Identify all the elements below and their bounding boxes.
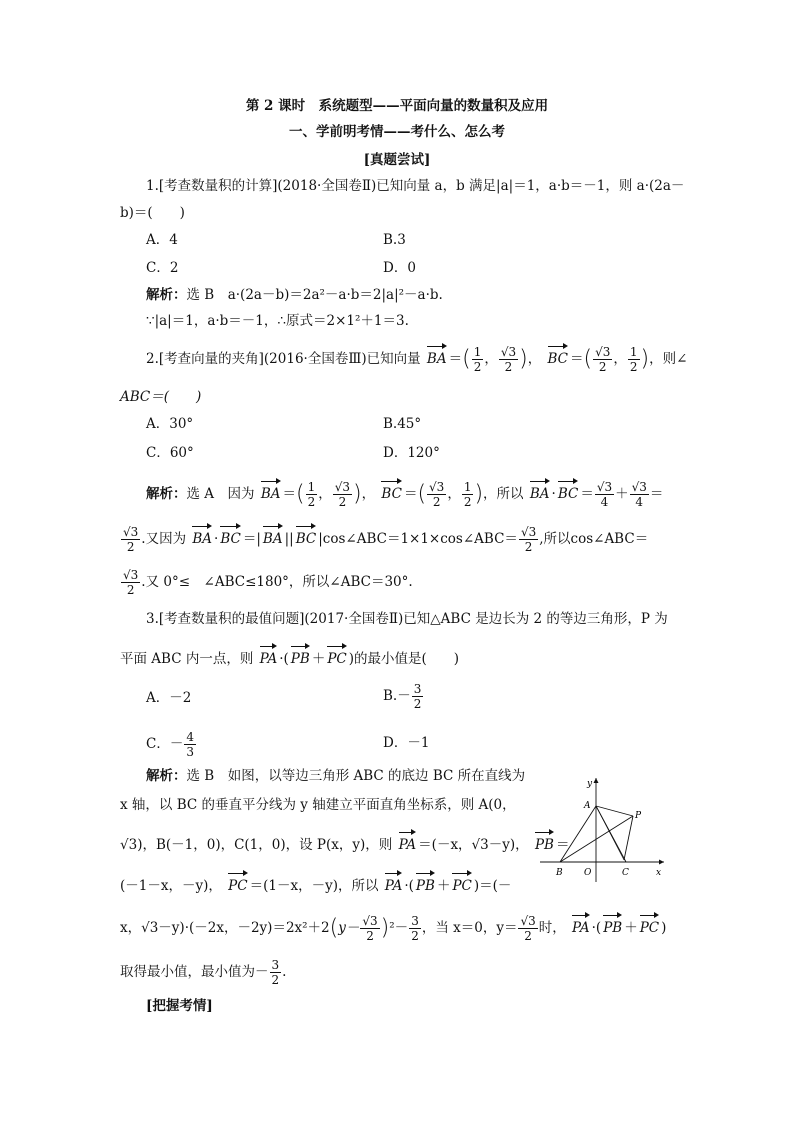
- vector-pc: PC: [452, 870, 471, 896]
- q1-option-a: A．4: [146, 232, 178, 248]
- fraction-sqrt3-half: [333, 480, 352, 509]
- frac-num: √3: [631, 480, 647, 494]
- dot: ·: [551, 486, 556, 502]
- q2-stem: [146, 343, 687, 374]
- coordinate-figure: [540, 772, 670, 884]
- frac-num: 1: [307, 480, 316, 494]
- frac-num: 1: [629, 345, 638, 359]
- fraction-half: [306, 480, 318, 509]
- q2-solution-text: 选 A 因为: [186, 486, 255, 502]
- paren-open: (: [296, 481, 305, 507]
- q3-option-d: D．－1: [383, 735, 430, 751]
- q3-solution-5: x，√3－y)·(－2x，－2y)＝2x²＋2(y－ $\frac{√3}{2}$ )²－ $\frac{3}{2}$ ，当 x＝0，y＝ $\frac{√3}{2}$ 时， PA ·( PB ＋ PC ): [120, 914, 667, 943]
- q2-stem-tail: ，则∠: [649, 351, 688, 367]
- equals: ＝: [580, 486, 594, 502]
- q3-solution-text: (－1－x，－y)，: [120, 878, 222, 894]
- vector-pa: PA: [572, 912, 590, 938]
- frac-num: 3: [271, 958, 280, 972]
- fraction-three-halves: [412, 682, 424, 711]
- equals: ＝: [649, 486, 664, 502]
- equals: ＝: [570, 351, 584, 367]
- q3-solution-6: [120, 958, 286, 987]
- label-y: y: [587, 779, 593, 789]
- segment-ab: [560, 806, 596, 862]
- q3-option-c-prefix: C．－: [146, 736, 184, 752]
- q3-stem-cont: 平面 ABC 内一点，则 PA ·( PB ＋ PC )的最小值是( ): [120, 643, 459, 669]
- vector-pb: PB: [291, 643, 310, 669]
- q3-solution-text: 取得最小值，最小值为－: [120, 964, 269, 980]
- label-c: C: [622, 868, 629, 878]
- frac-den: 2: [307, 495, 316, 509]
- vector-pb: PB: [603, 912, 622, 938]
- paren-close: ): [380, 915, 390, 941]
- dot: ·: [214, 531, 219, 547]
- frac-den: 2: [366, 929, 374, 943]
- q2-option-a: A．30°: [146, 416, 194, 432]
- vector-pc: PC: [327, 643, 346, 669]
- equals: ＝: [448, 351, 463, 367]
- q2-solution-text: .又 0°≤ ∠ABC≤180°，所以∠ABC＝30°.: [141, 574, 413, 590]
- equals: ＝: [282, 486, 297, 502]
- q3-option-b: [383, 682, 424, 711]
- vector-bc: BC: [548, 343, 569, 369]
- q2-solution-label: 解析：: [146, 486, 187, 502]
- fraction-sqrt3-quarter: [630, 480, 649, 509]
- paren-open: (: [417, 481, 427, 507]
- q1-option-b: B.3: [383, 232, 406, 248]
- vector-pc: PC: [640, 912, 659, 938]
- q2-stem-cont: ABC＝( ): [120, 389, 202, 405]
- q3-solution-text: ＝(1－x，－y)，所以: [249, 878, 379, 894]
- q2-option-c: C．60°: [146, 445, 194, 461]
- q3-solution-text: ＝: [555, 837, 570, 853]
- equals: ＝: [403, 486, 418, 502]
- q2-solution-text: .又因为: [141, 531, 187, 547]
- q3-solution-1: [146, 766, 525, 786]
- q2-solution-1: [146, 478, 663, 509]
- vector-pb: PB: [416, 870, 435, 896]
- label-o: O: [584, 868, 592, 878]
- x-axis-arrow: [659, 860, 664, 865]
- frac-den: 4: [600, 495, 609, 509]
- frac-num: 3: [413, 682, 422, 696]
- q1-stem: [146, 176, 684, 196]
- fraction-sqrt3-half: [499, 345, 518, 374]
- q3-solution-4: (－1－x，－y)， PC ＝(1－x，－y)，所以 PA ·( PB ＋ PC )＝(－: [120, 870, 511, 896]
- frac-den: 2: [524, 929, 532, 943]
- frac-den: 2: [463, 495, 472, 509]
- frac-den: 2: [338, 495, 347, 509]
- q2-solution-text: ，所以: [483, 486, 524, 502]
- vector-pa: PA: [399, 829, 417, 855]
- q1-solution-1: [146, 285, 443, 305]
- paren-close: ): [474, 481, 484, 507]
- q3-solution-text: ²－: [389, 920, 409, 936]
- q3-solution-label: 解析：: [146, 768, 187, 784]
- frac-num: √3: [520, 914, 536, 928]
- fraction-sqrt3-half: [121, 525, 140, 554]
- q1-solution-label: 解析：: [146, 287, 187, 303]
- q2-solution-text: ,所以cos∠ABC＝: [539, 531, 649, 547]
- paren-close: ): [353, 481, 362, 507]
- frac-den: 2: [271, 973, 280, 987]
- vector-pb: PB: [535, 829, 554, 855]
- frac-num: √3: [500, 345, 517, 359]
- fraction-sqrt3-quarter: [595, 480, 614, 509]
- fraction-four-thirds: [184, 730, 196, 759]
- q2-stem-lead: 2.[考查向量的夹角](2016·全国卷Ⅲ)已知向量: [146, 351, 421, 367]
- label-b: B: [556, 868, 563, 878]
- q3-solution-text: ＝(－: [479, 878, 512, 894]
- vector-bc: BC: [558, 478, 579, 504]
- label-p: P: [635, 811, 642, 821]
- frac-num: 3: [411, 914, 419, 928]
- q1-solution-text: 选 B a·(2a－b)＝2a²－a·b＝2|a|²－a·b.: [186, 287, 443, 303]
- q2-solution-text: ＝|: [242, 531, 261, 547]
- frac-den: 2: [413, 697, 422, 711]
- plus: ＋: [615, 486, 629, 502]
- frac-num: 4: [186, 730, 194, 744]
- frac-den: 2: [598, 360, 607, 374]
- q2-solution-text: ||: [284, 531, 294, 547]
- frac-num: 1: [473, 345, 482, 359]
- fraction-sqrt3-half: [593, 345, 612, 374]
- frac-num: √3: [362, 914, 378, 928]
- comma: ，: [527, 351, 542, 367]
- q2-option-b: B.45°: [383, 416, 422, 432]
- q3-option-b-prefix: B.－: [383, 688, 411, 704]
- subsection-title: [真题尝试]: [363, 152, 431, 168]
- paren-close: ): [519, 346, 528, 372]
- section-title: 一、学前明考情——考什么、怎么考: [289, 124, 505, 140]
- q3-solution-2: x 轴，以 BC 的垂直平分线为 y 轴建立平面直角坐标系，则 A(0，: [120, 797, 516, 813]
- comma: ，: [361, 486, 376, 502]
- frac-num: √3: [123, 525, 139, 539]
- vector-bc: BC: [220, 523, 241, 549]
- q3-option-c: [146, 730, 197, 759]
- frac-den: 2: [126, 583, 135, 597]
- comma: ，: [484, 351, 498, 367]
- q2-solution-3: [120, 568, 413, 597]
- q3-option-a: A．－2: [146, 690, 192, 706]
- lesson-title: 第 2 课时 系统题型——平面向量的数量积及应用: [245, 98, 549, 114]
- label-x: x: [656, 868, 662, 878]
- vector-ba: BA: [530, 478, 550, 504]
- frac-den: 2: [411, 929, 419, 943]
- label-a: A: [584, 801, 591, 811]
- q2-solution-2: [120, 523, 648, 554]
- fraction-sqrt3-half: [121, 568, 140, 597]
- vector-ba: BA: [192, 523, 212, 549]
- comma: ，: [447, 486, 461, 502]
- fraction-half: [472, 345, 484, 374]
- fraction-three-halves: [409, 914, 421, 943]
- vector-ba: BA: [263, 523, 283, 549]
- q3-solution-text: .: [282, 964, 287, 980]
- fraction-sqrt3-half: [427, 480, 446, 509]
- q3-solution-text: 选 B 如图，以等边三角形 ABC 的底边 BC 所在直线为: [186, 768, 526, 784]
- fraction-sqrt3-half: [519, 525, 538, 554]
- q3-solution-text: y－: [338, 920, 360, 936]
- frac-den: 2: [504, 360, 513, 374]
- frac-num: √3: [123, 568, 139, 582]
- vector-pa: PA: [385, 870, 403, 896]
- q1-stem-text: 1.[考查数量积的计算](2018·全国卷Ⅱ)已知向量 a，b 满足|a|＝1，a·b＝－1，则 a·(2a－: [146, 178, 685, 194]
- paren-open: (: [329, 915, 339, 941]
- q3-solution-text: ，当 x＝0，y＝: [421, 920, 518, 936]
- q1-option-d: D．0: [383, 260, 416, 276]
- comma: ，: [613, 351, 627, 367]
- frac-den: 2: [126, 540, 135, 554]
- vector-bc: BC: [381, 478, 402, 504]
- grasp-heading: [把握考情]: [146, 998, 213, 1014]
- paren-open: (: [462, 346, 471, 372]
- frac-num: √3: [596, 480, 613, 494]
- fraction-three-halves: [270, 958, 282, 987]
- comma: ，: [318, 486, 332, 502]
- q3-solution-text: 时，: [538, 920, 566, 936]
- frac-den: 2: [432, 495, 441, 509]
- segment-a-to-pc: [596, 806, 624, 860]
- q3-stem-text: 平面 ABC 内一点，则: [120, 651, 254, 667]
- q3-solution-text: x，√3－y)·(－2x，－2y)＝2x²＋2: [120, 920, 330, 936]
- fraction-sqrt3-half: [360, 914, 379, 943]
- frac-den: 2: [473, 360, 482, 374]
- vector-pa: PA: [260, 643, 278, 669]
- q1-solution-2: ∵|a|＝1，a·b＝－1，∴原式＝2×1²＋1＝3.: [146, 313, 409, 329]
- q3-solution-text: ＝(－x，√3－y)，: [418, 837, 529, 853]
- q3-stem-text: 的最小值是( ): [354, 651, 460, 667]
- frac-den: 2: [629, 360, 638, 374]
- vector-ba: BA: [261, 478, 281, 504]
- vector-ba: BA: [427, 343, 447, 369]
- frac-den: 4: [635, 495, 644, 509]
- frac-num: √3: [595, 345, 611, 359]
- vector-bc: BC: [296, 523, 317, 549]
- fraction-half: [462, 480, 474, 509]
- segment-pc: [624, 816, 633, 860]
- q1-stem-cont: b)＝( ): [120, 205, 185, 221]
- frac-num: √3: [520, 525, 537, 539]
- fraction-sqrt3-half: [518, 914, 537, 943]
- frac-num: √3: [429, 480, 445, 494]
- q2-solution-text: |cos∠ABC＝1×1×cos∠ABC＝: [318, 531, 518, 547]
- q3-solution-3: [120, 829, 569, 855]
- paren-open: (: [583, 346, 593, 372]
- frac-num: 1: [463, 480, 472, 494]
- q1-option-c: C．2: [146, 260, 179, 276]
- q3-solution-text: √3)，B(－1，0)，C(1，0)，设 P(x，y)，则: [120, 837, 393, 853]
- y-axis-arrow: [594, 778, 599, 783]
- frac-num: √3: [334, 480, 351, 494]
- frac-den: 2: [524, 540, 533, 554]
- fraction-half: [628, 345, 640, 374]
- q2-option-d: D．120°: [383, 445, 440, 461]
- q3-stem: 3.[考查数量积的最值问题](2017·全国卷Ⅱ)已知△ABC 是边长为 2 的等边三角形，P 为: [146, 611, 668, 627]
- segment-ap: [596, 806, 633, 816]
- vector-pc: PC: [228, 870, 247, 896]
- frac-den: 3: [186, 745, 194, 759]
- paren-close: ): [640, 346, 650, 372]
